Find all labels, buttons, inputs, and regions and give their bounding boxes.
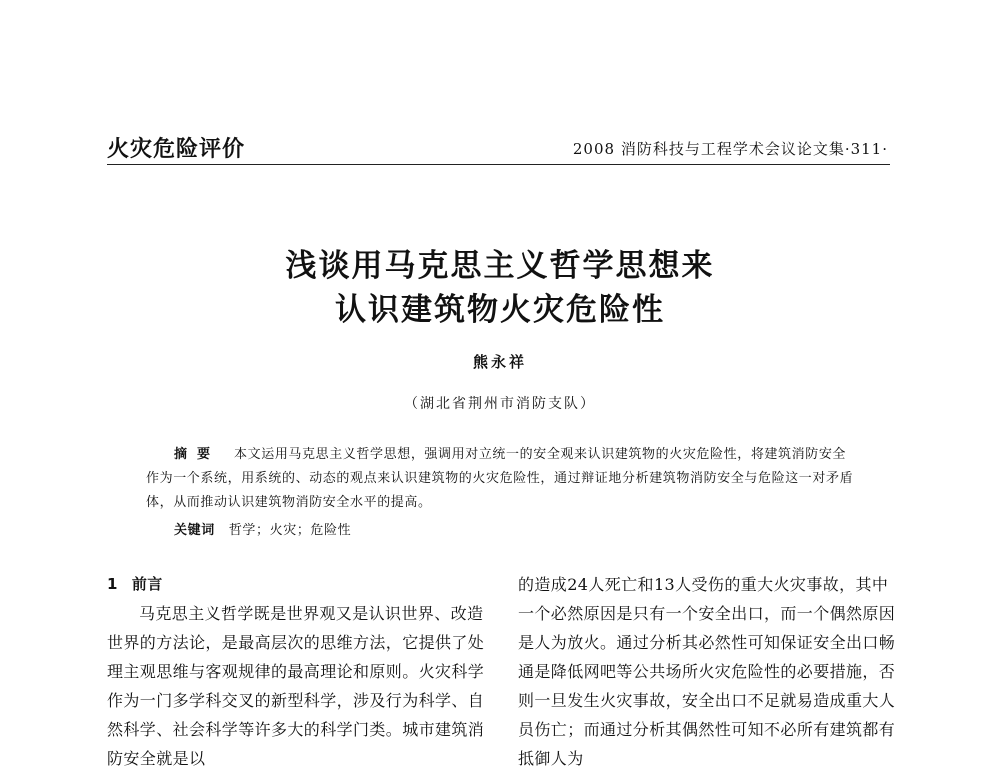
keywords-label: 关键词	[174, 523, 215, 538]
section-heading	[107, 570, 492, 599]
body-column-left	[107, 570, 492, 773]
body-paragraph-right: 的造成24人死亡和13人受伤的重大火灾事故，其中一个必然原因是只有一个安全出口，而一个偶然原因是人为放火。通过分析其必然性可知保证安全出口畅通是降低网吧等公共场所火灾危险性的必要措施，否则一旦发生火灾事故，安全出口不足就易造成重大人员伤亡；而通过分析其偶然性可知不必所有建筑都有抵御人为	[518, 575, 896, 768]
abstract	[146, 443, 858, 515]
body-paragraph-left: 马克思主义哲学既是世界观又是认识世界、改造世界的方法论，是最高层次的思维方法，它提供了处理主观思维与客观规律的最高理论和原则。火灾科学作为一门多学科交叉的新型科学，涉及行为科学、自然科学、社会科学等许多大的科学门类。城市建筑消防安全就是以	[107, 604, 485, 768]
section-header: 火灾危险评价	[107, 137, 246, 162]
abstract-text: 本文运用马克思主义哲学思想，强调用对立统一的安全观来认识建筑物的火灾危险性，将建筑消防安全作为一个系统，用系统的、动态的观点来认识建筑物的火灾危险性，通过辩证地分析建筑物消防安全与危险这一对矛盾体，从而推动认识建筑物消防安全水平的提高。	[146, 447, 854, 510]
section-title: 前言	[131, 575, 163, 593]
body-column-right	[518, 570, 903, 773]
abstract-label: 摘要	[174, 447, 221, 462]
keywords-text: 哲学；火灾；危险性	[228, 523, 352, 538]
header-divider	[107, 164, 890, 165]
journal-header: 2008 消防科技与工程学术会议论文集·311·	[572, 140, 888, 158]
section-number: 1	[107, 575, 118, 593]
author-affiliation: （湖北省荆州市消防支队）	[404, 396, 596, 412]
author-name: 熊永祥	[472, 353, 527, 371]
keywords	[174, 519, 351, 538]
article-title-line-1: 浅谈用马克思主义哲学思想来	[285, 248, 715, 284]
article-title-line-2: 认识建筑物火灾危险性	[335, 292, 665, 328]
